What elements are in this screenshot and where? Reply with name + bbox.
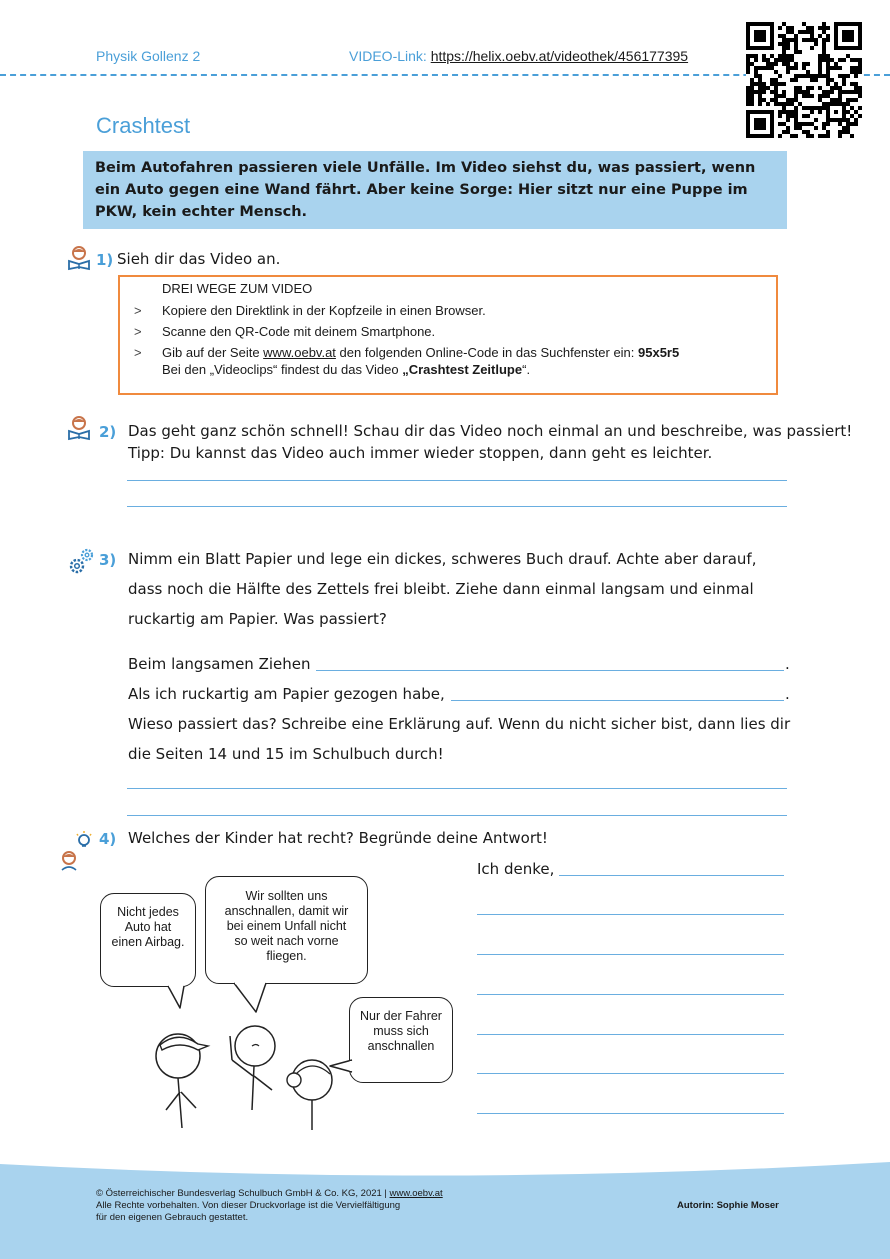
task3-line2: dass noch die Hälfte des Zettels frei bleibt. Ziehe dann einmal langsam und einmal — [128, 580, 754, 598]
box-heading: DREI WEGE ZUM VIDEO — [162, 281, 313, 296]
answer-line[interactable] — [477, 1073, 784, 1074]
task1-number: 1) — [96, 251, 114, 269]
box-item-2: Scanne den QR-Code mit deinem Smartphone. — [162, 324, 436, 339]
answer-line[interactable] — [127, 480, 787, 481]
lightbulb-thinker-icon — [58, 830, 98, 872]
copyright-line: © Österreichischer Bundesverlag Schulbuch GmbH & Co. KG, 2021 | www.oebv.at — [96, 1188, 443, 1199]
task3-why-line1: Wieso passiert das? Schreibe eine Erklärung auf. Wenn du nicht sicher bist, dann lies dir — [128, 715, 791, 733]
task3-why-line2: die Seiten 14 und 15 im Schulbuch durch! — [128, 745, 444, 763]
video-title: „Crashtest Zeitlupe — [402, 362, 523, 377]
task3-line3: ruckartig am Papier. Was passiert? — [128, 610, 387, 628]
slow-pull-label: Beim langsamen Ziehen — [128, 655, 311, 673]
fast-pull-answer-line[interactable] — [451, 700, 784, 701]
answer-line[interactable] — [477, 1034, 784, 1035]
ich-denke-label: Ich denke, — [477, 860, 555, 878]
task4-number: 4) — [99, 830, 117, 848]
speech-bubble-3: Nur der Fahrer muss sich anschnallen — [349, 997, 453, 1083]
oebv-link[interactable]: www.oebv.at — [263, 345, 336, 360]
box-item-3: Gib auf der Seite www.oebv.at den folgenden Online-Code in das Suchfenster ein: 95x5r5 — [162, 345, 680, 360]
rights-line-2: für den eigenen Gebrauch gestattet. — [96, 1212, 249, 1223]
bullet-arrow: > — [134, 303, 142, 318]
task2-line2: Tipp: Du kannst das Video auch immer wieder stoppen, dann geht es leichter. — [128, 444, 713, 462]
task4-text: Welches der Kinder hat recht? Begründe deine Antwort! — [128, 829, 548, 847]
author: Autorin: Sophie Moser — [677, 1200, 779, 1211]
task2-line1: Das geht ganz schön schnell! Schau dir das Video noch einmal an und beschreibe, was passiert! — [128, 422, 853, 440]
bullet-arrow: > — [134, 324, 142, 339]
intro-box — [83, 151, 787, 229]
bullet-arrow: > — [134, 345, 142, 360]
period: . — [785, 685, 790, 703]
answer-line[interactable] — [477, 954, 784, 955]
box-item-1: Kopiere den Direktlink in der Kopfzeile in einen Browser. — [162, 303, 486, 318]
oebv-footer-link[interactable]: www.oebv.at — [389, 1188, 443, 1199]
rights-line-1: Alle Rechte vorbehalten. Von dieser Druckvorlage ist die Vervielfältigung — [96, 1200, 401, 1211]
period: . — [785, 655, 790, 673]
gears-icon — [66, 545, 98, 577]
answer-line[interactable] — [127, 506, 787, 507]
task3-line1: Nimm ein Blatt Papier und lege ein dickes, schweres Buch drauf. Achte aber darauf, — [128, 550, 757, 568]
reader-icon — [66, 415, 92, 441]
answer-line[interactable] — [477, 1113, 784, 1114]
fast-pull-label: Als ich ruckartig am Papier gezogen habe, — [128, 685, 445, 703]
children-illustration — [150, 975, 470, 1135]
intro-text: Beim Autofahren passieren viele Unfälle. Im Video siehst du, was passiert, wenn ein Auto gegen eine Wand fährt. Aber keine Sorge: Hier sitzt nur eine Puppe im PKW, kein echter Mensch. — [95, 160, 756, 220]
video-link-label: VIDEO-Link: — [349, 48, 427, 64]
qr-code[interactable] — [746, 22, 862, 138]
course-name: Physik Gollenz 2 — [96, 48, 201, 64]
task1-text: Sieh dir das Video an. — [117, 250, 281, 268]
online-code: 95x5r5 — [638, 345, 680, 360]
speech-bubble-2: Wir sollten uns anschnallen, damit wir bei einem Unfall nicht so weit nach vorne fliegen. — [205, 876, 368, 984]
box-item-3-cont: Bei den „Videoclips“ findest du das Video „Crashtest Zeitlupe“. — [162, 362, 531, 377]
answer-line[interactable] — [127, 815, 787, 816]
answer-line[interactable] — [477, 914, 784, 915]
task3-number: 3) — [99, 551, 117, 569]
answer-line[interactable] — [477, 994, 784, 995]
reader-icon — [66, 245, 92, 271]
answer-line[interactable] — [127, 788, 787, 789]
page-title: Crashtest — [96, 113, 191, 138]
video-link[interactable]: https://helix.oebv.at/videothek/456177395 — [430, 48, 689, 64]
speech-bubble-1: Nicht jedes Auto hat einen Airbag. — [100, 893, 196, 987]
task2-number: 2) — [99, 423, 117, 441]
video-link-row — [349, 48, 688, 64]
answer-line[interactable] — [559, 875, 784, 876]
slow-pull-answer-line[interactable] — [316, 670, 784, 671]
